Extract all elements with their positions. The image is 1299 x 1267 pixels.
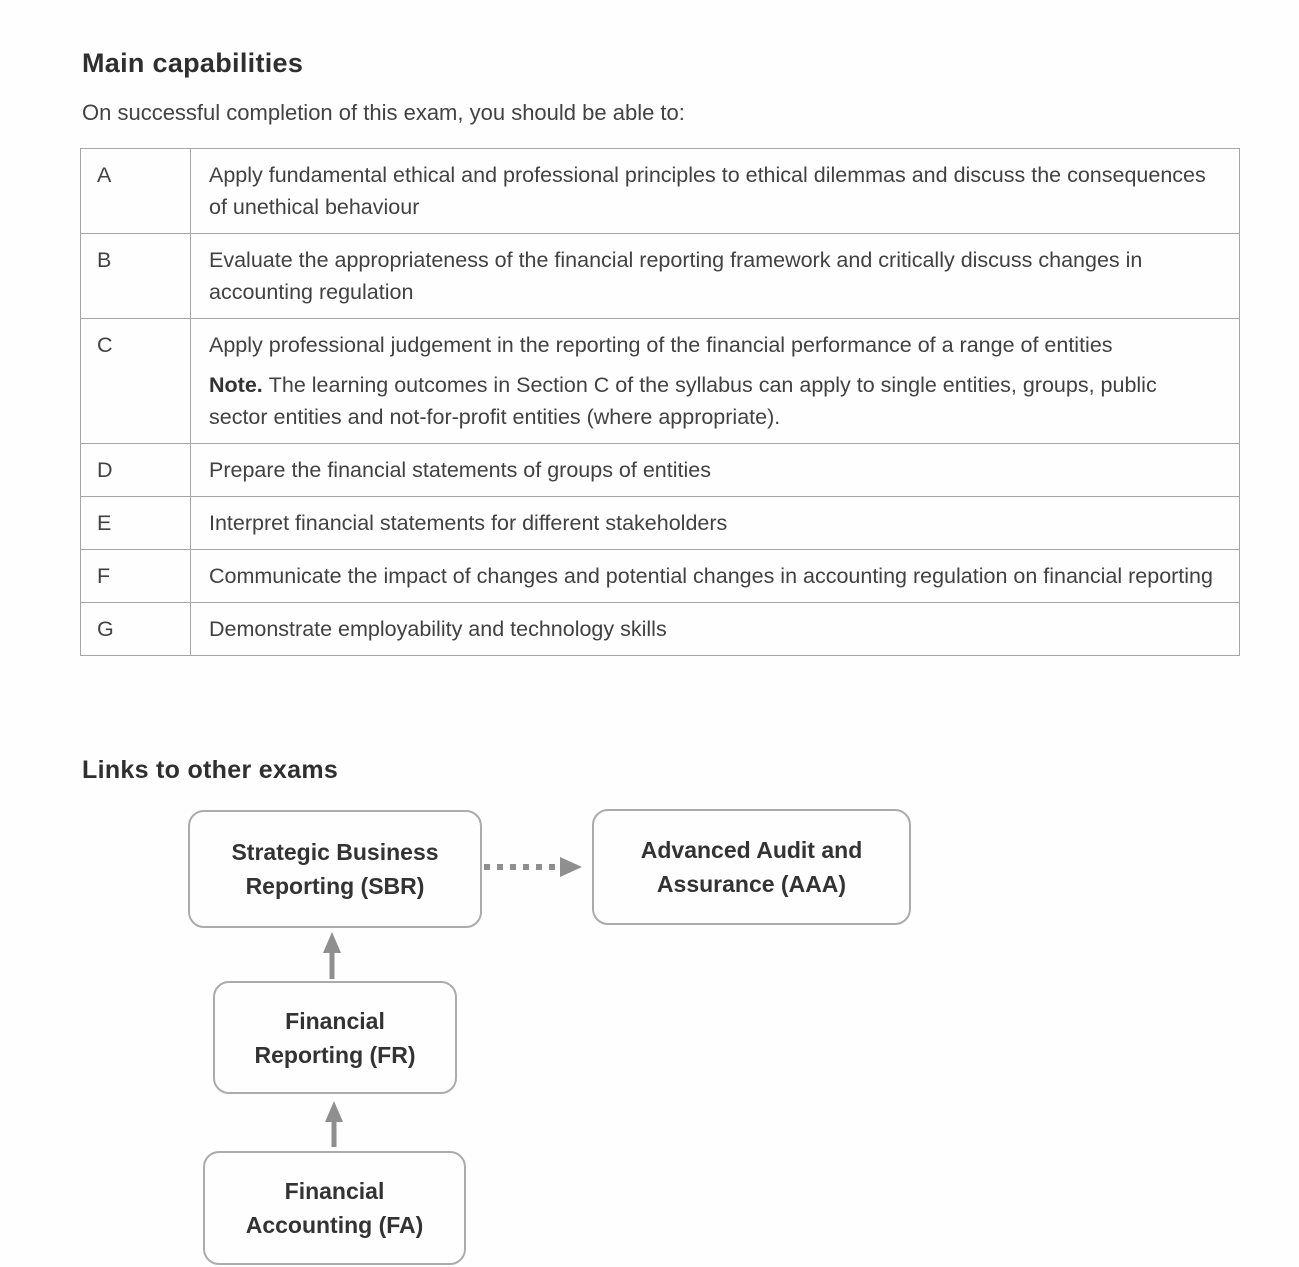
exam-box-aaa-label-line2: Assurance (AAA) xyxy=(656,871,847,897)
exam-box-sbr-label-line2: Reporting (SBR) xyxy=(245,873,425,899)
capability-letter: A xyxy=(81,149,191,234)
exam-box-aaa-label-line1: Advanced Audit and xyxy=(640,837,863,863)
capability-description: Interpret financial statements for different stakeholders xyxy=(209,511,728,535)
exam-box-sbr xyxy=(188,810,482,928)
capabilities-table xyxy=(80,148,1240,656)
exam-box-fr xyxy=(213,981,457,1094)
capability-row-B xyxy=(81,234,1240,319)
capability-note-label: Note. xyxy=(209,373,269,397)
capability-description: Apply fundamental ethical and professional principles to ethical dilemmas and discuss the consequences of unethical behaviour xyxy=(209,163,1206,219)
exam-box-sbr-label-line1: Strategic Business xyxy=(231,839,439,865)
arrow-fr-to-sbr-icon xyxy=(323,932,341,979)
capability-row-F xyxy=(81,550,1240,603)
capability-row-C xyxy=(81,319,1240,444)
capability-letter: F xyxy=(81,550,191,603)
capability-text xyxy=(191,603,1240,656)
capability-row-D xyxy=(81,444,1240,497)
capability-description: Evaluate the appropriateness of the financial reporting framework and critically discuss changes in accounting regulation xyxy=(209,248,1143,304)
capability-description: Communicate the impact of changes and potential changes in accounting regulation on financial reporting xyxy=(209,564,1213,588)
capability-letter: D xyxy=(81,444,191,497)
arrow-fa-to-fr-icon xyxy=(325,1101,343,1147)
capability-letter: C xyxy=(81,319,191,444)
capability-letter: G xyxy=(81,603,191,656)
links-to-other-exams-heading: Links to other exams xyxy=(82,756,339,784)
capability-description: Apply professional judgement in the reporting of the financial performance of a range of entities xyxy=(209,333,1113,357)
capability-description: Demonstrate employability and technology skills xyxy=(209,617,667,641)
capability-row-A xyxy=(81,149,1240,234)
capability-note: Note. The learning outcomes in Section C of the syllabus can apply to single entities, groups, public sector entities and not-for-profit entities (where appropriate). xyxy=(209,373,1157,429)
capability-text xyxy=(191,234,1240,319)
exam-box-fa xyxy=(203,1151,466,1265)
capabilities-table-body xyxy=(81,149,1240,656)
capability-row-E xyxy=(81,497,1240,550)
capability-text xyxy=(191,319,1240,444)
capability-text xyxy=(191,444,1240,497)
capability-letter: E xyxy=(81,497,191,550)
arrow-sbr-to-aaa-icon xyxy=(484,857,582,877)
main-capabilities-heading: Main capabilities xyxy=(82,48,304,78)
exam-box-fa-label-line2: Accounting (FA) xyxy=(245,1212,424,1238)
capability-text xyxy=(191,550,1240,603)
capability-letter: B xyxy=(81,234,191,319)
capability-row-G xyxy=(81,603,1240,656)
exam-box-fa-label-line1: Financial xyxy=(284,1178,385,1204)
capability-text xyxy=(191,497,1240,550)
exam-links-diagram xyxy=(0,800,1299,1267)
exam-box-aaa xyxy=(592,809,911,925)
exam-box-fr-label-line1: Financial xyxy=(285,1007,385,1034)
capability-text xyxy=(191,149,1240,234)
capability-description: Prepare the financial statements of groups of entities xyxy=(209,458,711,482)
intro-text: On successful completion of this exam, you should be able to: xyxy=(82,100,685,125)
exam-box-fr-label-line2: Reporting (FR) xyxy=(254,1041,416,1068)
